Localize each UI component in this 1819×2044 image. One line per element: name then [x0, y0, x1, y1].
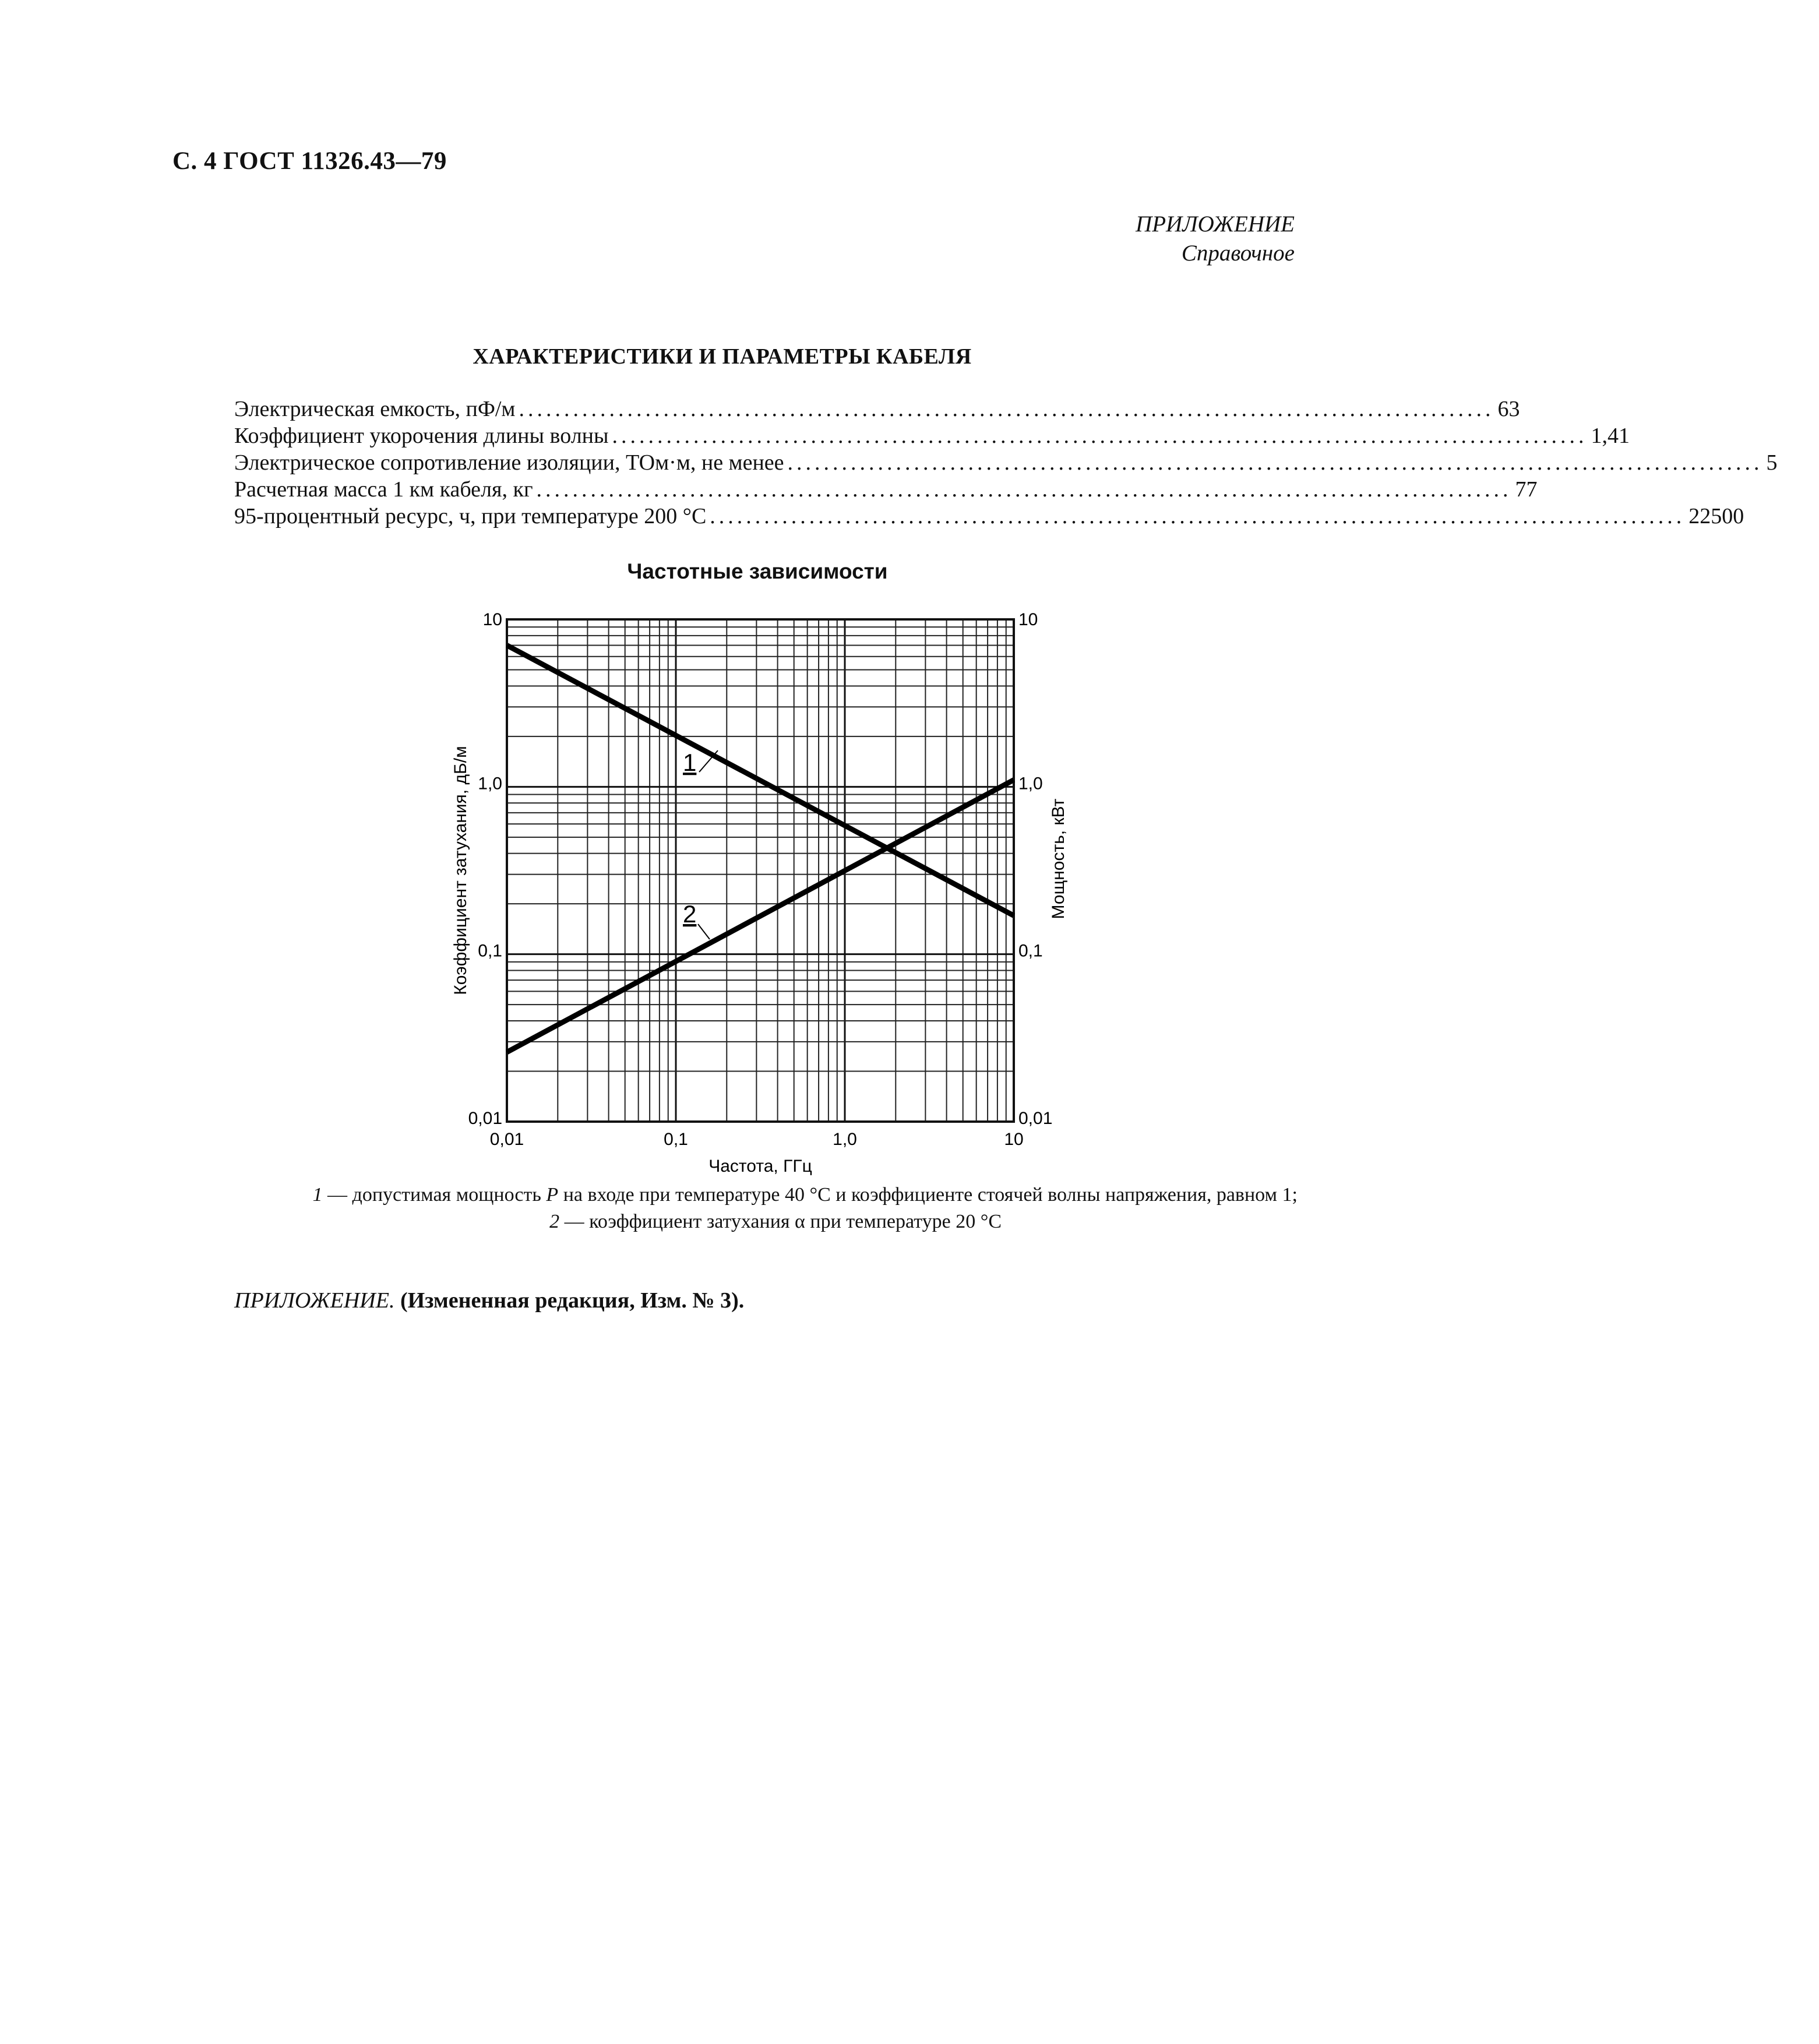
curve-label-1: 1 [683, 749, 697, 776]
caption-rest-1: на входе при температуре 40 °С и коэффициенте стоячей волны напряжения, равном 1; [558, 1184, 1298, 1206]
caption-num-1: 1 [312, 1184, 323, 1206]
caption-text-1: — допустимая мощность [322, 1184, 547, 1206]
spec-label: Расчетная масса 1 км кабеля, кг [234, 477, 533, 502]
x-tick-label: 0,1 [664, 1130, 688, 1149]
spec-label: Коэффициент укорочения длины волны [234, 424, 609, 448]
caption-text-2: — коэффициент затухания α при температуре 20 °С [559, 1211, 1002, 1232]
x-tick-label: 10 [1004, 1130, 1024, 1149]
x-axis-label: Частота, ГГц [708, 1157, 812, 1176]
page-header: С. 4 ГОСТ 11326.43—79 [172, 147, 447, 175]
y-tick-label-left: 10 [482, 610, 502, 629]
y-tick-label-left: 0,01 [468, 1109, 502, 1128]
series-line-2 [507, 780, 1014, 1052]
spec-label: 95-процентный ресурс, ч, при температуре 200 °С [234, 504, 707, 528]
revision-note [234, 1288, 744, 1313]
y-tick-label-right: 0,01 [1018, 1109, 1053, 1128]
y-tick-label-left: 0,1 [478, 941, 502, 961]
y-tick-label-right: 0,1 [1018, 941, 1043, 961]
y-axis-label-right: Мощность, кВт [1049, 798, 1068, 919]
spec-value: 63 [1497, 397, 1520, 421]
caption-symbol-p: P [546, 1184, 559, 1206]
y-tick-label-right: 1,0 [1018, 774, 1043, 794]
spec-value: 1,41 [1591, 424, 1630, 448]
chart-title: Частотные зависимости [627, 559, 888, 583]
spec-value: 5 [1766, 450, 1778, 475]
caption-line-2 [549, 1211, 1002, 1233]
caption-line-1 [313, 1184, 1298, 1206]
x-tick-label: 1,0 [833, 1130, 857, 1149]
leader-dots: ............................................................................................................ [787, 450, 1763, 475]
note-italic: ПРИЛОЖЕНИЕ. [234, 1288, 395, 1313]
section-title: ХАРАКТЕРИСТИКИ И ПАРАМЕТРЫ КАБЕЛЯ [473, 344, 972, 369]
y-axis-label-left: Коэффициент затухания, дБ/м [451, 746, 470, 995]
appendix-sublabel: Справочное [1181, 241, 1295, 266]
plot-frame [507, 619, 1014, 1122]
note-bold: (Измененная редакция, Изм. № 3). [394, 1288, 745, 1313]
leader-dots: ............................................................................................................ [519, 397, 1494, 421]
appendix-label: ПРИЛОЖЕНИЕ [1136, 212, 1295, 237]
spec-value: 22500 [1688, 504, 1744, 528]
y-tick-label-left: 1,0 [478, 774, 502, 794]
curve-label-2: 2 [683, 900, 697, 928]
spec-label: Электрическое сопротивление изоляции, ТОм·м, не менее [234, 450, 784, 475]
leader-dots: ............................................................................................................ [710, 504, 1686, 528]
spec-label: Электрическая емкость, пФ/м [234, 397, 516, 421]
caption-num-2: 2 [549, 1211, 560, 1232]
y-tick-label-right: 10 [1018, 610, 1038, 629]
leader-dots: ............................................................................................................ [612, 424, 1588, 448]
spec-value: 77 [1515, 477, 1538, 502]
leader-dots: ............................................................................................................ [536, 477, 1512, 502]
curve-label-leader [698, 924, 710, 939]
x-tick-label: 0,01 [489, 1130, 524, 1149]
